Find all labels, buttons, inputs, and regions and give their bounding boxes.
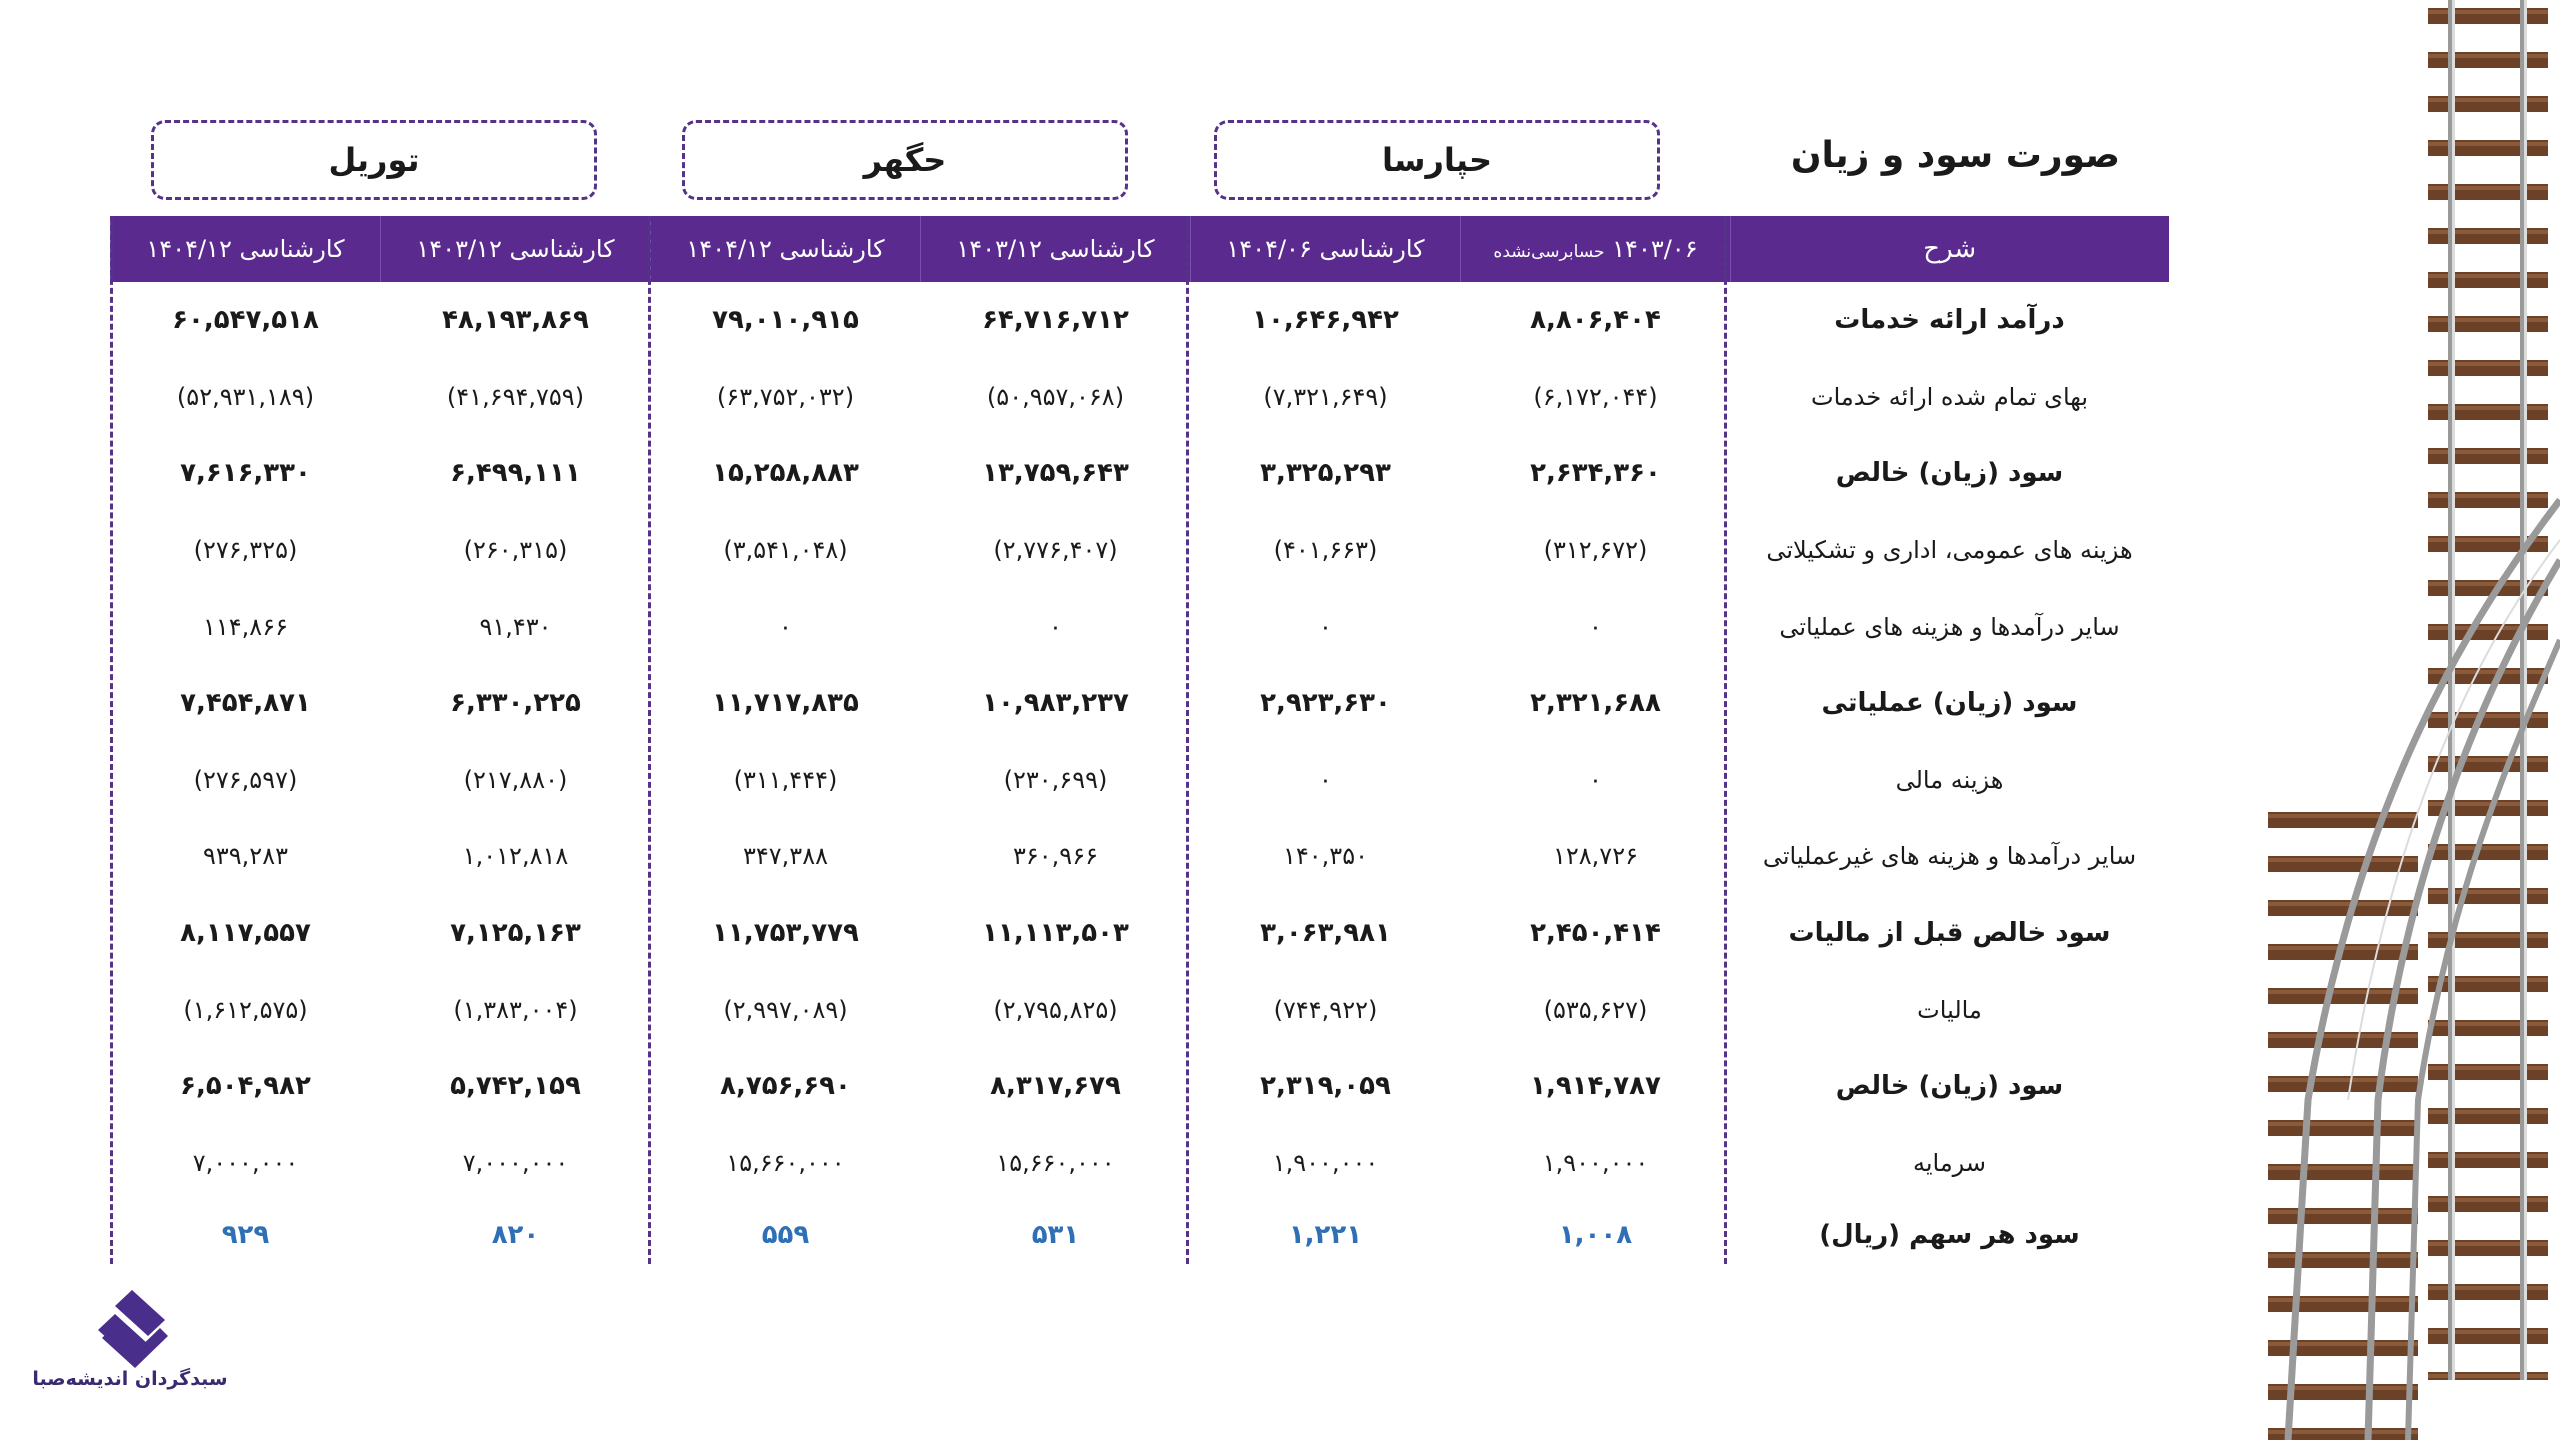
table-row — [111, 1125, 2169, 1202]
table-cell: ۱,۹۰۰,۰۰۰ — [1542, 1148, 1649, 1177]
table-cell: (۷,۳۲۱,۶۴۹) — [1263, 382, 1388, 411]
table-row — [111, 359, 2169, 436]
table-cell: ۷,۶۱۶,۳۳۰ — [180, 458, 311, 489]
company-logo-text: سبدگردان اندیشه‌صبا — [32, 1368, 228, 1390]
table-cell: (۵۲,۹۳۱,۱۸۹) — [176, 382, 315, 411]
table-cell: (۷۴۴,۹۲۲) — [1273, 995, 1378, 1024]
table-row — [111, 971, 2169, 1048]
table-row — [111, 742, 2169, 819]
table-cell: ۱۳,۷۵۹,۶۴۳ — [982, 458, 1129, 489]
table-cell: ۶۰,۵۴۷,۵۱۸ — [172, 305, 319, 336]
table-cell: ۶۴,۷۱۶,۷۱۲ — [982, 305, 1129, 336]
table-cell: ۲,۹۲۳,۶۳۰ — [1260, 688, 1391, 719]
row-label: سود خالص قبل از مالیات — [1788, 918, 2111, 949]
table-cell: ۱۴۰,۳۵۰ — [1283, 842, 1368, 871]
row-label: سود (زیان) خالص — [1835, 1071, 2064, 1102]
table-cell: ۱۵,۶۶۰,۰۰۰ — [996, 1148, 1115, 1177]
table-row — [111, 665, 2169, 742]
table-cell: (۱,۳۸۳,۰۰۴) — [453, 995, 578, 1024]
table-cell: (۲,۷۷۶,۴۰۷) — [993, 536, 1118, 565]
table-cell: ۳۴۷,۳۸۸ — [743, 842, 828, 871]
column-header-label: ۱۴۰۳/۰۶ — [1612, 235, 1698, 263]
column-header — [1461, 216, 1731, 282]
table-cell: (۲۳۰,۶۹۹) — [1003, 765, 1108, 794]
table-row — [111, 1201, 2169, 1269]
table-cell: ۰ — [1589, 612, 1602, 641]
table-row — [111, 435, 2169, 512]
table-cell: ۱,۹۱۴,۷۸۷ — [1530, 1071, 1661, 1102]
column-divider — [110, 216, 113, 1264]
row-label: سود هر سهم (ریال) — [1819, 1220, 2080, 1251]
table-cell: ۱۰,۹۸۳,۲۳۷ — [982, 688, 1129, 719]
column-header-prefix: حسابرسی‌نشده — [1493, 242, 1605, 262]
table-cell: ۲,۶۳۴,۳۶۰ — [1530, 458, 1661, 489]
table-cell: ۱۱,۷۱۷,۸۳۵ — [712, 688, 859, 719]
table-cell: ۳,۳۲۵,۲۹۳ — [1260, 458, 1391, 489]
table-cell: (۳۱۲,۶۷۲) — [1543, 536, 1648, 565]
table-cell: ۱,۰۰۸ — [1558, 1220, 1633, 1251]
table-cell: ۵۳۱ — [1031, 1220, 1080, 1251]
table-cell: ۱۰,۶۴۶,۹۴۲ — [1252, 305, 1399, 336]
table-cell: ۴۸,۱۹۳,۸۶۹ — [442, 305, 589, 336]
table-cell: ۳۶۰,۹۶۶ — [1013, 842, 1098, 871]
company-name: حپارسا — [1381, 141, 1493, 179]
table-cell: (۲۷۶,۵۹۷) — [193, 765, 298, 794]
table-cell: ۸۲۰ — [491, 1220, 540, 1251]
table-cell: ۱۱۴,۸۶۶ — [203, 612, 288, 641]
table-cell: ۱۱,۷۵۳,۷۷۹ — [712, 918, 859, 949]
table-cell: ۰ — [1319, 765, 1332, 794]
table-cell: ۱۵,۶۶۰,۰۰۰ — [726, 1148, 845, 1177]
company-name: توریل — [328, 141, 420, 179]
table-cell: ۷,۰۰۰,۰۰۰ — [462, 1148, 569, 1177]
table-header-row — [111, 216, 2169, 282]
table-cell: ۸,۳۱۷,۶۷۹ — [990, 1071, 1121, 1102]
column-header-desc: شرح — [1731, 216, 2169, 282]
table-cell: ۰ — [1319, 612, 1332, 641]
table-cell: (۲,۷۹۵,۸۲۵) — [993, 995, 1118, 1024]
table-cell: (۴۰۱,۶۶۳) — [1273, 536, 1378, 565]
table-row — [111, 512, 2169, 589]
railway-tracks-icon — [2268, 0, 2560, 1440]
row-label: بهای تمام شده ارائه خدمات — [1810, 382, 2089, 411]
table-cell: ۱۲۸,۷۲۶ — [1553, 842, 1638, 871]
table-cell: (۴۱,۶۹۴,۷۵۹) — [446, 382, 585, 411]
income-statement-table — [110, 216, 2169, 1269]
table-cell: ۱,۲۲۱ — [1288, 1220, 1363, 1251]
row-label: سرمایه — [1912, 1148, 1987, 1177]
row-label: مالیات — [1917, 995, 1982, 1024]
table-row — [111, 818, 2169, 895]
row-label: سود (زیان) خالص — [1835, 458, 2064, 489]
table-cell: (۶,۱۷۲,۰۴۴) — [1533, 382, 1658, 411]
table-cell: ۵,۷۴۲,۱۵۹ — [450, 1071, 581, 1102]
column-divider — [648, 216, 651, 1264]
table-cell: ۹۱,۴۳۰ — [479, 612, 552, 641]
table-row — [111, 588, 2169, 665]
page-title: صورت سود و زیان — [1790, 135, 2120, 176]
table-cell: ۸,۷۵۶,۶۹۰ — [720, 1071, 851, 1102]
row-label: درآمد ارائه خدمات — [1834, 305, 2065, 336]
table-row — [111, 1048, 2169, 1125]
row-label: سایر درآمدها و هزینه های غیرعملیاتی — [1762, 842, 2137, 871]
company-name: حگهر — [863, 141, 947, 179]
table-cell: ۱۱,۱۱۳,۵۰۳ — [982, 918, 1129, 949]
table-cell: ۱,۹۰۰,۰۰۰ — [1272, 1148, 1379, 1177]
table-cell: (۲,۹۹۷,۰۸۹) — [723, 995, 848, 1024]
table-row — [111, 895, 2169, 972]
table-cell: (۲۷۶,۳۲۵) — [193, 536, 298, 565]
table-cell: ۶,۴۹۹,۱۱۱ — [450, 458, 581, 489]
table-cell: ۳,۰۶۳,۹۸۱ — [1260, 918, 1391, 949]
table-cell: ۲,۴۵۰,۴۱۴ — [1530, 918, 1661, 949]
table-cell: ۵۵۹ — [761, 1220, 810, 1251]
table-cell: ۹۳۹,۲۸۳ — [203, 842, 288, 871]
table-cell: ۸,۱۱۷,۵۵۷ — [180, 918, 311, 949]
column-header: کارشناسی ۱۴۰۴/۱۲ — [651, 216, 921, 282]
column-header: کارشناسی ۱۴۰۳/۱۲ — [381, 216, 651, 282]
table-cell: ۰ — [1049, 612, 1062, 641]
table-cell: (۵۳۵,۶۲۷) — [1543, 995, 1648, 1024]
table-cell: ۷,۰۰۰,۰۰۰ — [192, 1148, 299, 1177]
table-cell: ۶,۳۳۰,۲۲۵ — [450, 688, 581, 719]
table-cell: (۳۱۱,۴۴۴) — [733, 765, 838, 794]
table-cell: ۰ — [1589, 765, 1602, 794]
column-divider — [1724, 216, 1727, 1264]
table-cell: (۳,۵۴۱,۰۴۸) — [723, 536, 848, 565]
table-row — [111, 282, 2169, 359]
table-cell: ۲,۳۱۹,۰۵۹ — [1260, 1071, 1391, 1102]
company-hparsa-box — [1214, 120, 1660, 200]
column-header: کارشناسی ۱۴۰۳/۱۲ — [921, 216, 1191, 282]
table-cell: ۶,۵۰۴,۹۸۲ — [180, 1071, 311, 1102]
table-cell: ۱۵,۲۵۸,۸۸۳ — [712, 458, 859, 489]
row-label: هزینه مالی — [1895, 765, 2004, 794]
table-cell: ۰ — [779, 612, 792, 641]
table-cell: (۵۰,۹۵۷,۰۶۸) — [986, 382, 1125, 411]
table-cell: (۱,۶۱۲,۵۷۵) — [183, 995, 308, 1024]
table-cell: ۷۹,۰۱۰,۹۱۵ — [712, 305, 859, 336]
row-label: سایر درآمدها و هزینه های عملیاتی — [1779, 612, 2120, 641]
row-label: سود (زیان) عملیاتی — [1821, 688, 2078, 719]
table-cell: (۲۱۷,۸۸۰) — [463, 765, 568, 794]
table-cell: ۸,۸۰۶,۴۰۴ — [1530, 305, 1661, 336]
table-cell: ۲,۳۲۱,۶۸۸ — [1530, 688, 1661, 719]
table-cell: ۷,۱۲۵,۱۶۳ — [450, 918, 581, 949]
table-cell: (۶۳,۷۵۲,۰۳۲) — [716, 382, 855, 411]
table-cell: (۲۶۰,۳۱۵) — [463, 536, 568, 565]
column-header: کارشناسی ۱۴۰۴/۱۲ — [111, 216, 381, 282]
row-label: هزینه های عمومی، اداری و تشکیلاتی — [1766, 536, 2133, 565]
company-tourail-box — [151, 120, 597, 200]
company-hgohar-box — [682, 120, 1128, 200]
table-cell: ۹۲۹ — [221, 1220, 270, 1251]
table-cell: ۱,۰۱۲,۸۱۸ — [462, 842, 569, 871]
column-divider — [1186, 216, 1189, 1264]
column-header: کارشناسی ۱۴۰۴/۰۶ — [1191, 216, 1461, 282]
table-cell: ۷,۴۵۴,۸۷۱ — [180, 688, 311, 719]
